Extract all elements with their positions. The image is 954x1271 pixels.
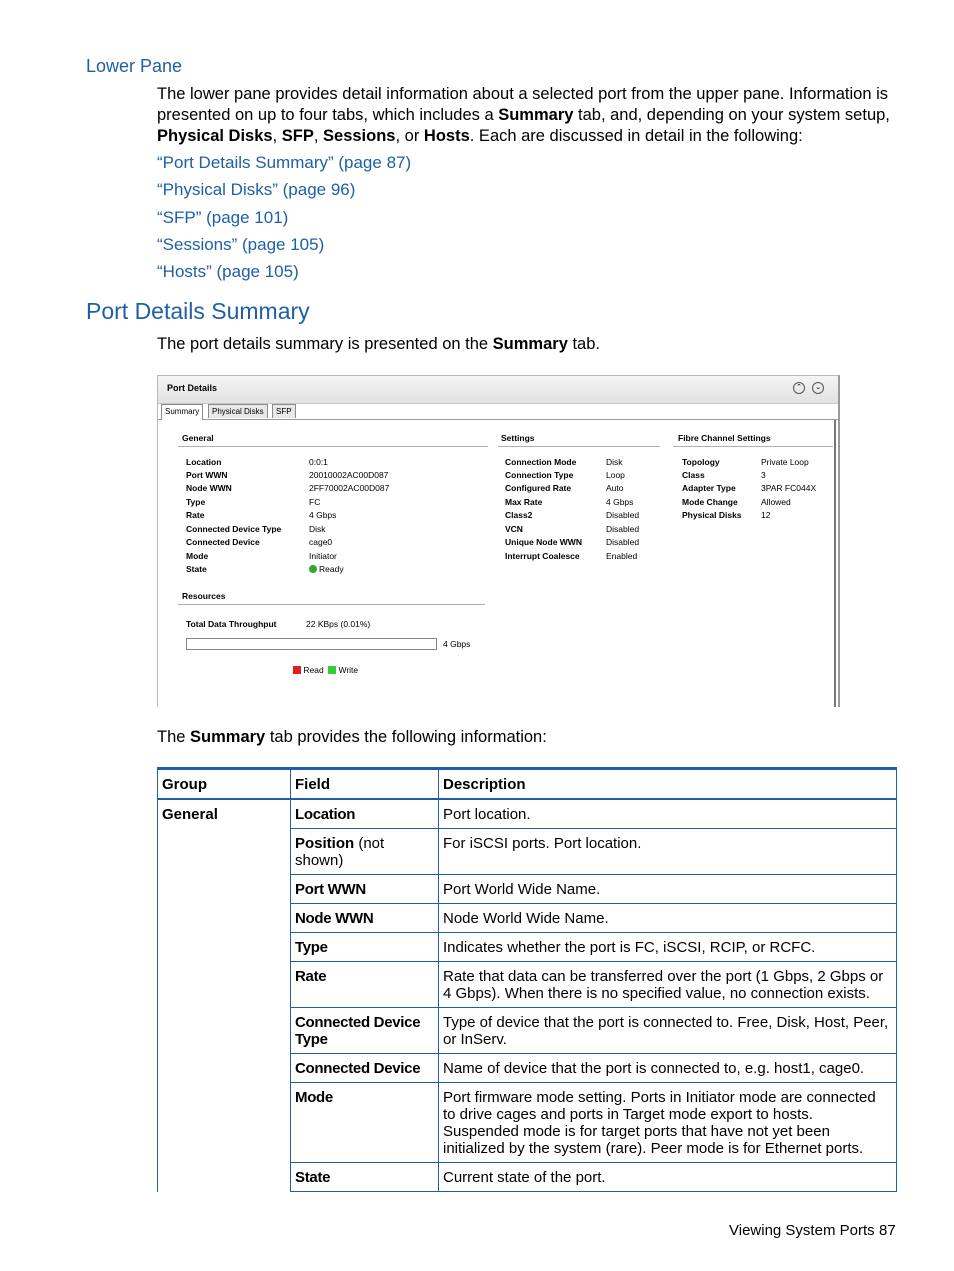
throughput-value: 22 KBps (0.01%) [306,619,371,629]
general-section-title: General [182,433,214,443]
collapse-icon[interactable]: ⌃ [793,382,805,394]
column-header: Description [439,769,897,800]
table-header-row [158,769,897,800]
tab-summary[interactable]: Summary [161,404,203,420]
field-cell: Location [291,799,439,829]
state-text: Ready [319,564,344,574]
fc-section-title: Fibre Channel Settings [678,433,771,443]
field-label: Physical Disks [682,510,742,520]
field-name: Position [295,835,355,852]
field-cell: Connected Device [291,1054,439,1083]
bold-text: Sessions [323,127,396,145]
field-cell: Type [291,933,439,962]
field-value: Disk [309,524,326,534]
field-label: VCN [505,524,523,534]
bold-text: Summary [190,728,266,746]
write-legend-swatch [328,666,336,674]
description-cell: Type of device that the port is connected to. Free, Disk, Host, Peer, or InServ. [439,1008,897,1054]
field-label: Adapter Type [682,483,736,493]
field-cell: Node WWN [291,904,439,933]
text: The lower pane provides detail information about a selected port from the upper pane. Information is presented on up to four tabs, which includes a [157,85,889,124]
text: The port details summary is presented on the [157,335,493,353]
field-label: Port WWN [186,470,228,480]
group-cell: General [158,799,291,1192]
port-details-intro [157,334,902,355]
ready-status-icon [309,565,317,573]
field-label: Connected Device Type [186,524,282,534]
bold-text: Physical Disks [157,127,273,145]
field-label: Connection Type [505,470,574,480]
summary-fields-table [157,767,897,1192]
throughput-bar-max: 4 Gbps [443,639,471,649]
throughput-legend [293,665,358,675]
text: tab. [567,335,600,353]
field-label: Location [186,457,222,467]
field-cell: Rate [291,962,439,1008]
description-cell: Rate that data can be transferred over the port (1 Gbps, 2 Gbps or 4 Gbps). When there is no specified value, no connection exists. [439,962,897,1008]
link-sfp[interactable]: “SFP” (page 101) [157,208,289,227]
table-intro [157,727,902,748]
link-port-details-summary[interactable]: “Port Details Summary” (page 87) [157,153,412,172]
field-label: Connection Mode [505,457,577,467]
field-label: Class2 [505,510,533,520]
divider [498,446,660,447]
panel-scrollbar[interactable] [834,420,836,707]
throughput-bar [186,638,437,650]
field-label: Rate [186,510,205,520]
throughput-label: Total Data Throughput [186,619,277,629]
text: tab, and, depending on your system setup, [573,106,890,124]
description-cell: For iSCSI ports. Port location. [439,829,897,875]
field-label: Connected Device [186,537,260,547]
text: tab provides the following information: [265,728,547,746]
field-value: 12 [761,510,771,520]
field-label: Configured Rate [505,483,572,493]
description-cell: Name of device that the port is connected to, e.g. host1, cage0. [439,1054,897,1083]
section-heading-lower-pane: Lower Pane [86,56,183,76]
field-value: Disk [606,457,623,467]
field-value: Enabled [606,551,638,561]
description-cell: Port World Wide Name. [439,875,897,904]
field-label: Interrupt Coalesce [505,551,580,561]
tab-sfp[interactable]: SFP [272,404,296,418]
resources-section-title: Resources [182,591,226,601]
field-label: Topology [682,457,720,467]
field-label: Mode Change [682,497,738,507]
link-physical-disks[interactable]: “Physical Disks” (page 96) [157,180,356,199]
field-cell [291,829,439,875]
field-cell: Connected Device Type [291,1008,439,1054]
legend-read-label: Read [303,665,324,675]
page-number: 87 [879,1222,896,1239]
link-sessions[interactable]: “Sessions” (page 105) [157,235,325,254]
field-label: State [186,564,207,574]
field-value: Loop [606,470,625,480]
field-value: Disabled [606,537,640,547]
field-cell: State [291,1163,439,1192]
field-cell: Mode [291,1083,439,1163]
text: . Each are discussed in detail in the following: [469,127,803,145]
legend-write-label: Write [338,665,359,675]
field-value: Private Loop [761,457,809,467]
field-cell: Port WWN [291,875,439,904]
panel-title-bar [158,376,838,404]
field-value: 3 [761,470,766,480]
field-value: Initiator [309,551,337,561]
field-value: 4 Gbps [606,497,634,507]
state-value [309,564,344,574]
settings-section-title: Settings [501,433,535,443]
bold-text: Hosts [423,127,470,145]
field-value: 20010002AC00D087 [309,470,389,480]
column-header: Field [291,769,439,800]
description-cell: Node World Wide Name. [439,904,897,933]
field-value: 4 Gbps [309,510,337,520]
bold-text: SFP [281,127,314,145]
divider [178,604,485,605]
table-row [158,799,897,829]
divider [178,446,488,447]
lower-pane-paragraph [157,84,902,147]
read-legend-swatch [293,666,301,674]
link-hosts[interactable]: “Hosts” (page 105) [157,262,299,281]
field-value: 0:0:1 [309,457,328,467]
tab-bar [158,403,838,420]
field-value: FC [309,497,321,507]
field-label: Type [186,497,206,507]
text: The [157,728,191,746]
field-value: 3PAR FC044X [761,483,817,493]
expand-icon[interactable]: ⌄ [812,382,824,394]
description-cell: Current state of the port. [439,1163,897,1192]
field-label: Mode [186,551,209,561]
section-heading-port-details-summary: Port Details Summary [86,298,310,324]
field-label: Class [682,470,705,480]
bold-text: Summary [498,106,574,124]
description-cell: Indicates whether the port is FC, iSCSI, RCIP, or RCFC. [439,933,897,962]
field-value: cage0 [309,537,333,547]
panel-title: Port Details [167,383,218,393]
port-details-screenshot [157,375,840,707]
tab-physical-disks[interactable]: Physical Disks [208,404,268,418]
field-label: Node WWN [186,483,232,493]
field-label: Unique Node WWN [505,537,582,547]
field-value: Disabled [606,524,640,534]
field-value: Auto [606,483,624,493]
field-value: Disabled [606,510,640,520]
field-value: Allowed [761,497,791,507]
text: , [272,127,282,145]
field-value: 2FF70002AC00D087 [309,483,390,493]
divider [673,446,833,447]
field-label: Max Rate [505,497,543,507]
bold-text: Summary [492,335,568,353]
field-note: (not shown) [295,835,385,869]
description-cell: Port firmware mode setting. Ports in Initiator mode are connected to drive cages and ports in Target mode export to hosts. Suspended mode is for target ports that have not yet been initialized by the system (rare). Peer mode is for Ethernet ports. [439,1083,897,1163]
column-header: Group [158,769,291,800]
text: , [313,127,324,145]
footer-section-name: Viewing System Ports [729,1222,875,1239]
description-cell: Port location. [439,799,897,829]
text: , or [395,127,424,145]
